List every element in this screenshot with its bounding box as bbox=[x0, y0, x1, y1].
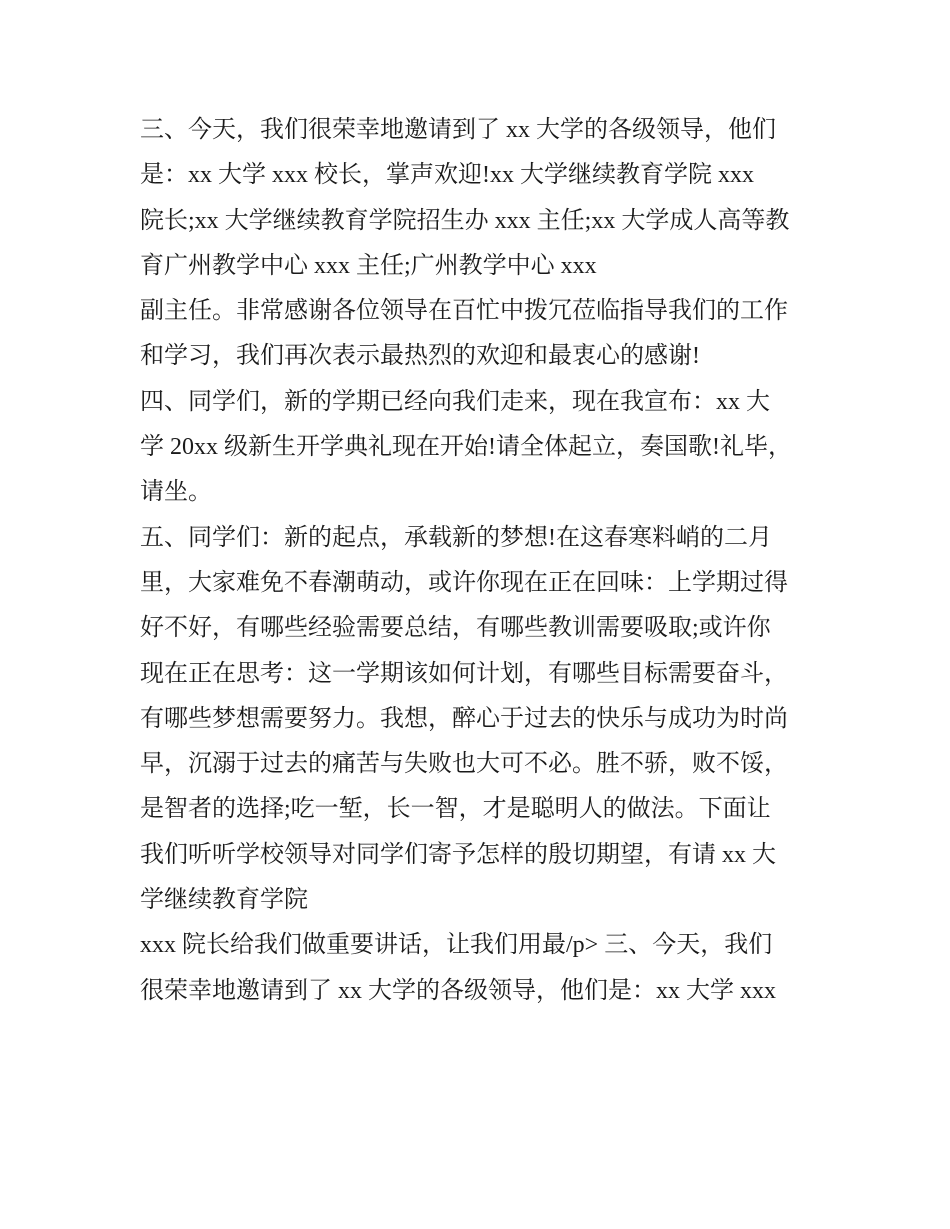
text-line: 副主任。非常感谢各位领导在百忙中拨冗莅临指导我们的工作 bbox=[140, 298, 788, 325]
text-line: 和学习，我们再次表示最热烈的欢迎和最衷心的感谢! bbox=[140, 343, 700, 370]
text-line: 我们听听学校领导对同学们寄予怎样的殷切期望，有请 xx 大 bbox=[140, 841, 776, 868]
text-line: 早，沉溺于过去的痛苦与失败也大可不必。胜不骄，败不馁， bbox=[140, 751, 788, 778]
body-text bbox=[140, 108, 830, 1014]
text-line: 是智者的选择;吃一堑，长一智，才是聪明人的做法。下面让 bbox=[140, 796, 771, 823]
text-line: 里，大家难免不春潮萌动，或许你现在正在回味：上学期过得 bbox=[140, 569, 788, 596]
text-line: 学 20xx 级新生开学典礼现在开始!请全体起立，奏国歌!礼毕， bbox=[140, 434, 792, 461]
text-line: 是：xx 大学 xxx 校长，掌声欢迎!xx 大学继续教育学院 xxx bbox=[140, 162, 754, 189]
text-line: 好不好，有哪些经验需要总结，有哪些教训需要吸取;或许你 bbox=[140, 615, 771, 642]
text-line: 三、今天，我们很荣幸地邀请到了 xx 大学的各级领导，他们 bbox=[140, 117, 776, 143]
text-line: 很荣幸地邀请到了 xx 大学的各级领导，他们是：xx 大学 xxx bbox=[140, 977, 776, 1004]
text-line: 育广州教学中心 xxx 主任;广州教学中心 xxx bbox=[140, 252, 597, 279]
text-line: 请坐。 bbox=[140, 479, 212, 506]
text-line: xxx 院长给我们做重要讲话，让我们用最/p> 三、今天，我们 bbox=[140, 932, 773, 959]
text-line: 院长;xx 大学继续教育学院招生办 xxx 主任;xx 大学成人高等教 bbox=[140, 207, 790, 234]
text-line: 有哪些梦想需要努力。我想，醉心于过去的快乐与成功为时尚 bbox=[140, 705, 788, 732]
text-line: 学继续教育学院 bbox=[140, 887, 308, 914]
text-line: 五、同学们：新的起点，承载新的梦想!在这春寒料峭的二月 bbox=[140, 524, 772, 551]
text-line: 现在正在思考：这一学期该如何计划，有哪些目标需要奋斗， bbox=[140, 660, 788, 687]
text-line: 四、同学们，新的学期已经向我们走来，现在我宣布：xx 大 bbox=[140, 388, 770, 415]
